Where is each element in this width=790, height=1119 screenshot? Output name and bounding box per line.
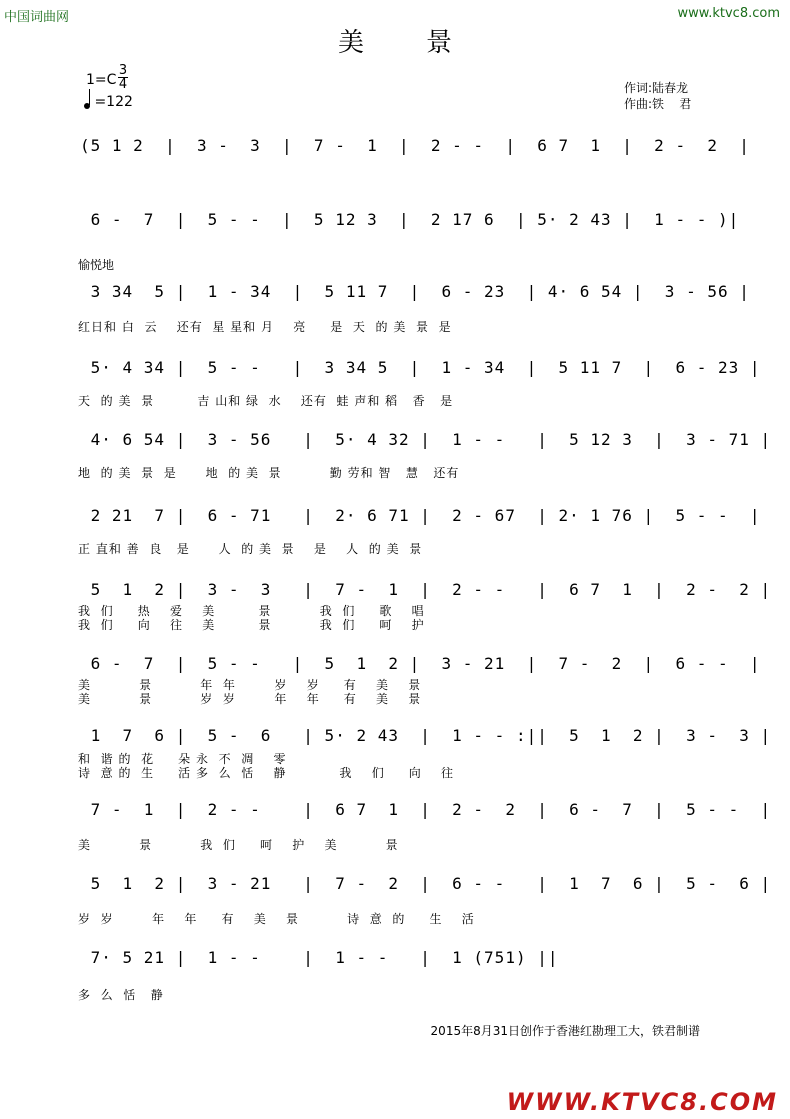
brand-watermark: WWW.KTVC8.COM [506,1088,778,1116]
score-row [70,646,761,678]
score-row [70,498,761,530]
notation-line: 3 34 5 | 1 - 34 | 5 11 7 | 6 - 23 | 4· 6 54 | 3 - 56 | [80,282,750,301]
notation-line: 4· 6 54 | 3 - 56 | 5· 4 32 | 1 - - | 5 12 3 | 3 - 71 | [80,430,772,449]
notation-line: 6 - 7 | 5 - - | 5 12 3 | 2 17 6 | 5· 2 43 | 1 - - )| [80,210,740,229]
lyric-line: 美 景 我 们 呵 护 美 景 [78,838,399,852]
lyric-line: 诗 意 的 生 活 多 么 恬 静 我 们 向 往 [78,766,455,780]
lyric-line: 岁 岁 年 年 有 美 景 诗 意 的 生 活 [78,912,475,926]
lyric-line: 美 景 岁 岁 年 年 有 美 景 [78,692,422,706]
score-row [70,422,772,454]
score-row [70,940,730,972]
notation-line: 5· 4 34 | 5 - - | 3 34 5 | 1 - 34 | 5 11 7 | 6 - 23 | [80,358,761,377]
site-url-right[interactable]: www.ktvc8.com [677,6,780,21]
lyric-line: 红日和 白 云 还有 星 星和 月 亮 是 天 的 美 景 是 [78,320,452,334]
site-name-left[interactable]: 中国词曲网 [4,10,70,25]
footer-note: 2015年8月31日创作于香港红勘理工大，铁君制谱 [430,1024,700,1038]
song-title: 美景 [337,28,514,58]
notation-line: (5 1 2 | 3 - 3 | 7 - 1 | 2 - - | 6 7 1 | 2 - 2 | [80,136,750,155]
lyric-line: 和 谐 的 花 朵 永 不 凋 零 [78,752,287,766]
expression-mark: 愉悦地 [78,258,115,272]
composer: 作曲:铁 君 [624,97,692,111]
meter-bottom: 4 [118,77,128,92]
lyricist: 作词:陆春龙 [624,81,689,95]
lyric-line: 美 景 年 年 岁 岁 有 美 景 [78,678,422,692]
notation-line: 5 1 2 | 3 - 21 | 7 - 2 | 6 - - | 1 7 6 | 5 - 6 | [80,874,772,893]
score-row [70,572,772,604]
lyric-line: 多 么 恬 静 [78,988,164,1002]
tempo-mark [84,94,133,110]
tempo-value: =122 [94,94,133,110]
notation-line: 7· 5 21 | 1 - - | 1 - - | 1 (751) || [80,948,559,967]
lyric-line: 天 的 美 景 吉 山和 绿 水 还有 蛙 声和 稻 香 是 [78,394,454,408]
notation-line: 7 - 1 | 2 - - | 6 7 1 | 2 - 2 | 6 - 7 | 5 - - | [80,800,772,819]
score-row [70,274,750,306]
notation-line: 5 1 2 | 3 - 3 | 7 - 1 | 2 - - | 6 7 1 | 2 - 2 | [80,580,772,599]
notation-line: 2 21 7 | 6 - 71 | 2· 6 71 | 2 - 67 | 2· 1 76 | 5 - - | [80,506,761,525]
score-row [70,718,772,750]
credits [624,80,691,112]
notation-line: 1 7 6 | 5 - 6 | 5· 2 43 | 1 - - :|| 5 1 2 | 3 - 3 | [80,726,772,745]
quarter-note-icon [84,103,90,109]
notation-line: 6 - 7 | 5 - - | 5 1 2 | 3 - 21 | 7 - 2 | 6 - - | [80,654,761,673]
score-row [70,866,772,898]
lyric-line: 正 直和 善 良 是 人 的 美 景 是 人 的 美 景 [78,542,423,556]
key-signature: 1=C [86,72,117,88]
score-row [70,350,761,382]
lyric-line: 我 们 热 爱 美 景 我 们 歌 唱 [78,604,425,618]
score-row [70,792,772,824]
lyric-line: 地 的 美 景 是 地 的 美 景 勤 劳和 智 慧 还有 [78,466,460,480]
time-signature [118,64,128,91]
score-row [70,202,740,234]
lyric-line: 我 们 向 往 美 景 我 们 呵 护 [78,618,425,632]
score-row [70,128,750,160]
meter-top: 3 [118,63,128,78]
